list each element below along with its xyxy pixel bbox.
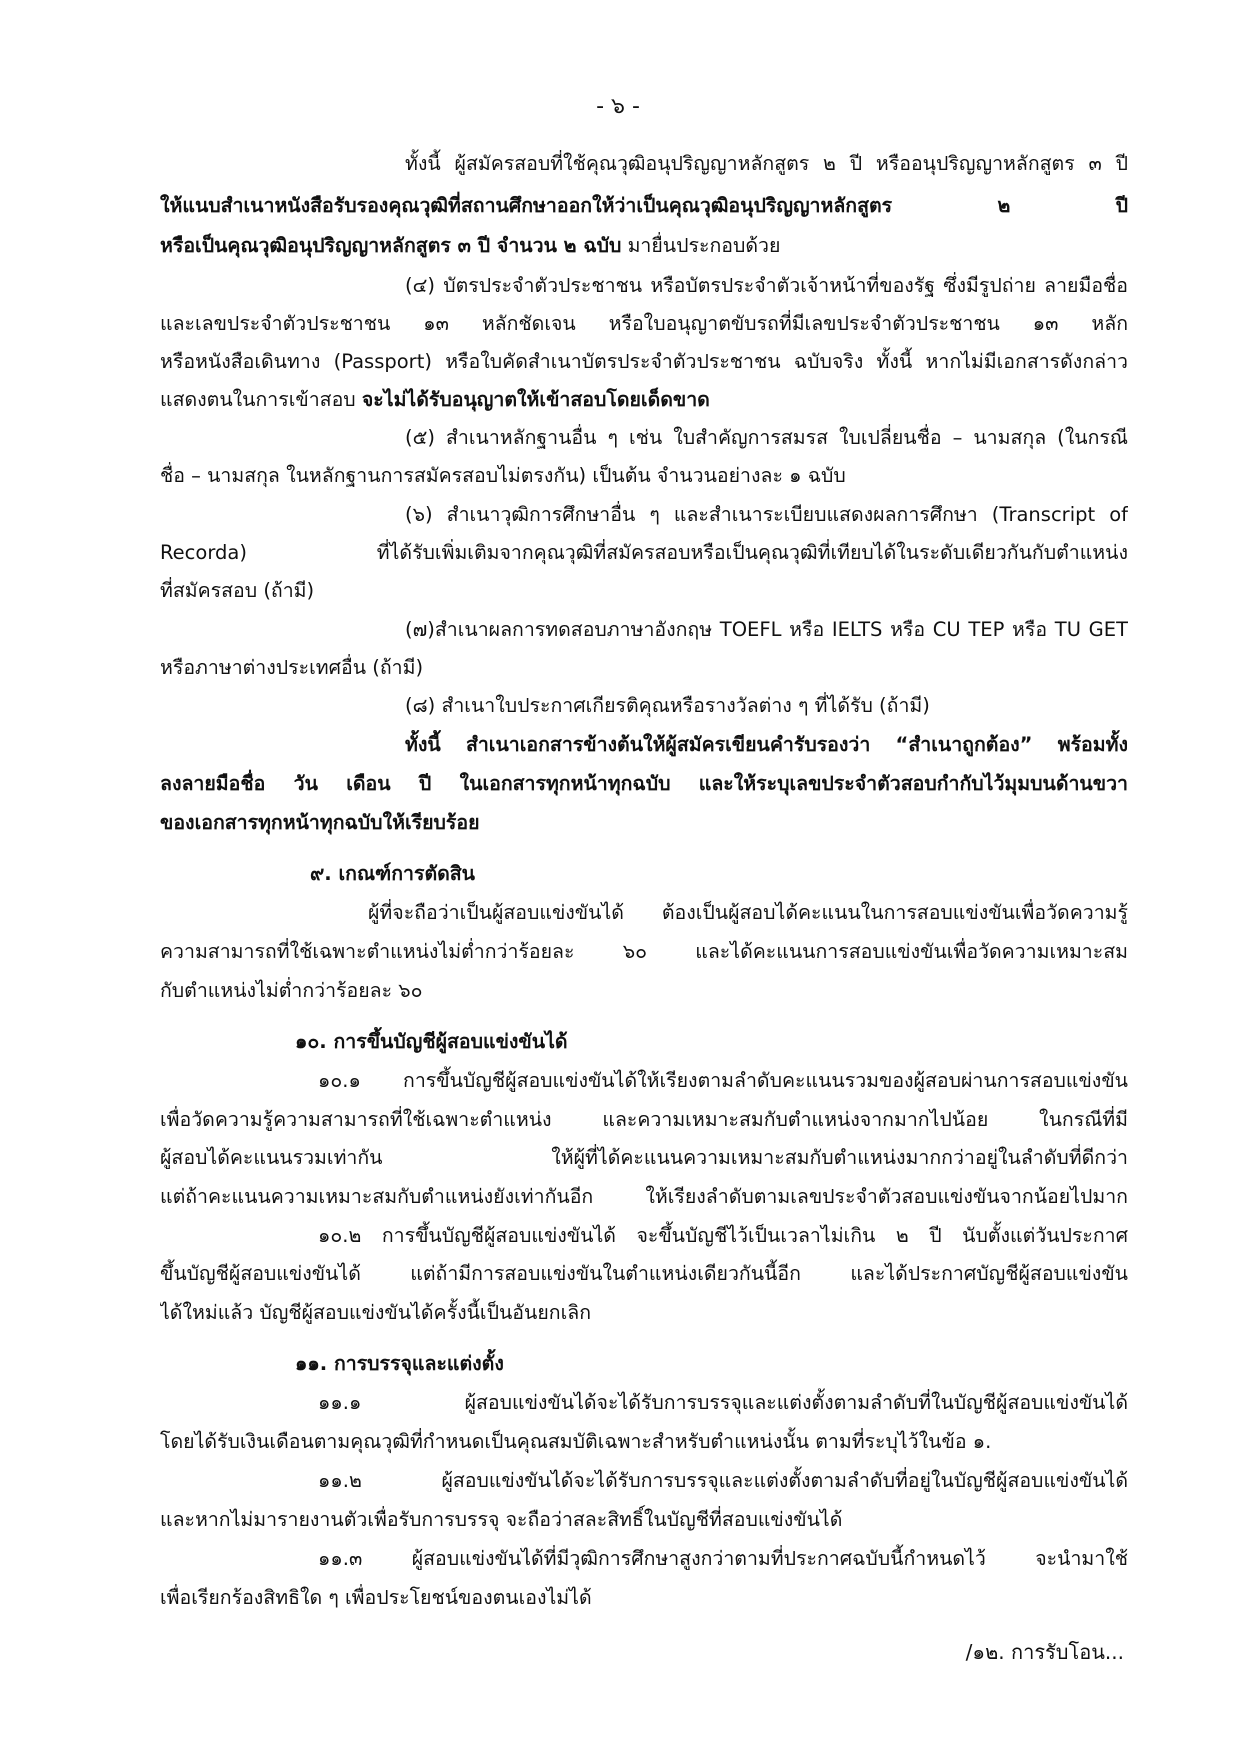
section-heading: ๙. เกณฑ์การตัดสิน (310, 862, 476, 885)
section-heading: ๑๐. การขึ้นบัญชีผู้สอบแข่งขันได้ (295, 1030, 568, 1053)
text-line: ให้แนบสำเนาหนังสือรับรองคุณวุฒิที่สถานศึกษาออกให้ว่าเป็นคุณวุฒิอนุปริญญาหลักสูตร ๒ ปี (160, 194, 1128, 217)
text-line (160, 228, 1128, 264)
text-line: (๔) บัตรประจำตัวประชาชน หรือบัตรประจำตัวเจ้าหน้าที่ของรัฐ ซึ่งมีรูปถ่าย ลายมือชื่อ (405, 274, 1128, 297)
text-span: มายื่นประกอบด้วย (621, 234, 781, 257)
text-line: กับตำแหน่งไม่ต่ำกว่าร้อยละ ๖๐ (160, 979, 423, 1002)
text-line: ผู้ที่จะถือว่าเป็นผู้สอบแข่งขันได้ ต้องเป็นผู้สอบได้คะแนนในการสอบแข่งขันเพื่อวัดความรู้ (368, 901, 1128, 924)
text-line: ที่สมัครสอบ (ถ้ามี) (160, 579, 315, 602)
section-heading: ๑๑. การบรรจุและแต่งตั้ง (295, 1352, 504, 1375)
text-line: ผู้สอบได้คะแนนรวมเท่ากัน ให้ผู้ที่ได้คะแนนความเหมาะสมกับตำแหน่งมากกว่าอยู่ในลำดับที่ดีกว่า (160, 1146, 1128, 1169)
text-line: ความสามารถที่ใช้เฉพาะตำแหน่งไม่ต่ำกว่าร้อยละ ๖๐ และได้คะแนนการสอบแข่งขันเพื่อวัดความเหมาะสม (160, 940, 1128, 963)
text-line: เพื่อเรียกร้องสิทธิใด ๆ เพื่อประโยชน์ของตนเองไม่ได้ (160, 1586, 592, 1609)
text-line: ๑๐.๒ การขึ้นบัญชีผู้สอบแข่งขันได้ จะขึ้นบัญชีไว้เป็นเวลาไม่เกิน ๒ ปี นับตั้งแต่วันประกาศ (318, 1224, 1128, 1247)
page-number: - ๖ - (596, 94, 640, 119)
text-line: ชื่อ – นามสกุล ในหลักฐานการสมัครสอบไม่ตรงกัน) เป็นต้น จำนวนอย่างละ ๑ ฉบับ (160, 464, 846, 487)
text-line: ทั้งนี้ ผู้สมัครสอบที่ใช้คุณวุฒิอนุปริญญาหลักสูตร ๒ ปี หรืออนุปริญญาหลักสูตร ๓ ปี (405, 152, 1128, 175)
text-line: หรือภาษาต่างประเทศอื่น (ถ้ามี) (160, 656, 424, 679)
text-line: ทั้งนี้ สำเนาเอกสารข้างต้นให้ผู้สมัครเขียนคำรับรองว่า “สำเนาถูกต้อง” พร้อมทั้ง (405, 733, 1128, 756)
text-line: โดยได้รับเงินเดือนตามคุณวุฒิที่กำหนดเป็นคุณสมบัติเฉพาะสำหรับตำแหน่งนั้น ตามที่ระบุไว้ในข้อ ๑. (160, 1430, 992, 1453)
text-line: แต่ถ้าคะแนนความเหมาะสมกับตำแหน่งยังเท่ากันอีก ให้เรียงลำดับตามเลขประจำตัวสอบแข่งขันจากน้อยไปมาก (160, 1185, 1128, 1208)
continuation-footer: /๑๒. การรับโอน... (965, 1640, 1124, 1664)
text-line: ๑๑.๒ ผู้สอบแข่งขันได้จะได้รับการบรรจุและแต่งตั้งตามลำดับที่อยู่ในบัญชีผู้สอบแข่งขันได้ (318, 1469, 1128, 1492)
text-line: (๕) สำเนาหลักฐานอื่น ๆ เช่น ใบสำคัญการสมรส ใบเปลี่ยนชื่อ – นามสกุล (ในกรณี (405, 426, 1128, 449)
bold-text: หรือเป็นคุณวุฒิอนุปริญญาหลักสูตร ๓ ปี จำนวน ๒ ฉบับ (160, 234, 622, 257)
bold-text: จะไม่ได้รับอนุญาตให้เข้าสอบโดยเด็ดขาด (361, 388, 710, 411)
text-line: หรือหนังสือเดินทาง (Passport) หรือใบคัดสำเนาบัตรประจำตัวประชาชน ฉบับจริง ทั้งนี้ หากไม่มีเอกสารดังกล่าว (160, 350, 1128, 373)
text-line: ของเอกสารทุกหน้าทุกฉบับให้เรียบร้อย (160, 811, 480, 834)
text-line: ๑๑.๓ ผู้สอบแข่งขันได้ที่มีวุฒิการศึกษาสูงกว่าตามที่ประกาศฉบับนี้กำหนดไว้ จะนำมาใช้ (318, 1547, 1128, 1570)
text-line (160, 382, 1128, 418)
text-line: ได้ใหม่แล้ว บัญชีผู้สอบแข่งขันได้ครั้งนี้เป็นอันยกเลิก (160, 1301, 591, 1324)
text-line: และเลขประจำตัวประชาชน ๑๓ หลักชัดเจน หรือใบอนุญาตขับรถที่มีเลขประจำตัวประชาชน ๑๓ หลัก (160, 312, 1128, 335)
text-line: (๖) สำเนาวุฒิการศึกษาอื่น ๆ และสำเนาระเบียบแสดงผลการศึกษา (Transcript of (405, 503, 1128, 526)
text-line: (๘) สำเนาใบประกาศเกียรติคุณหรือรางวัลต่าง ๆ ที่ได้รับ (ถ้ามี) (405, 694, 930, 717)
text-line: ลงลายมือชื่อ วัน เดือน ปี ในเอกสารทุกหน้าทุกฉบับ และให้ระบุเลขประจำตัวสอบกำกับไว้มุมบนด้านขวา (160, 772, 1128, 795)
text-line: ๑๑.๑ ผู้สอบแข่งขันได้จะได้รับการบรรจุและแต่งตั้งตามลำดับที่ในบัญชีผู้สอบแข่งขันได้ (318, 1391, 1128, 1414)
text-line: ขึ้นบัญชีผู้สอบแข่งขันได้ แต่ถ้ามีการสอบแข่งขันในตำแหน่งเดียวกันนี้อีก และได้ประกาศบัญชีผู้สอบแข่งขัน (160, 1262, 1128, 1285)
text-line: เพื่อวัดความรู้ความสามารถที่ใช้เฉพาะตำแหน่ง และความเหมาะสมกับตำแหน่งจากมากไปน้อย ในกรณีที่มี (160, 1108, 1128, 1131)
text-span: แสดงตนในการเข้าสอบ (160, 388, 362, 411)
text-line: และหากไม่มารายงานตัวเพื่อรับการบรรจุ จะถือว่าสละสิทธิ์ในบัญชีที่สอบแข่งขันได้ (160, 1508, 843, 1531)
text-line: ๑๐.๑ การขึ้นบัญชีผู้สอบแข่งขันได้ให้เรียงตามลำดับคะแนนรวมของผู้สอบผ่านการสอบแข่งขัน (318, 1069, 1128, 1092)
text-line: Recorda) ที่ได้รับเพิ่มเติมจากคุณวุฒิที่สมัครสอบหรือเป็นคุณวุฒิที่เทียบได้ในระดับเดียวกันกับตำแหน่ง (160, 541, 1128, 564)
text-line: (๗)สำเนาผลการทดสอบภาษาอังกฤษ TOEFL หรือ IELTS หรือ CU TEP หรือ TU GET (405, 618, 1128, 641)
